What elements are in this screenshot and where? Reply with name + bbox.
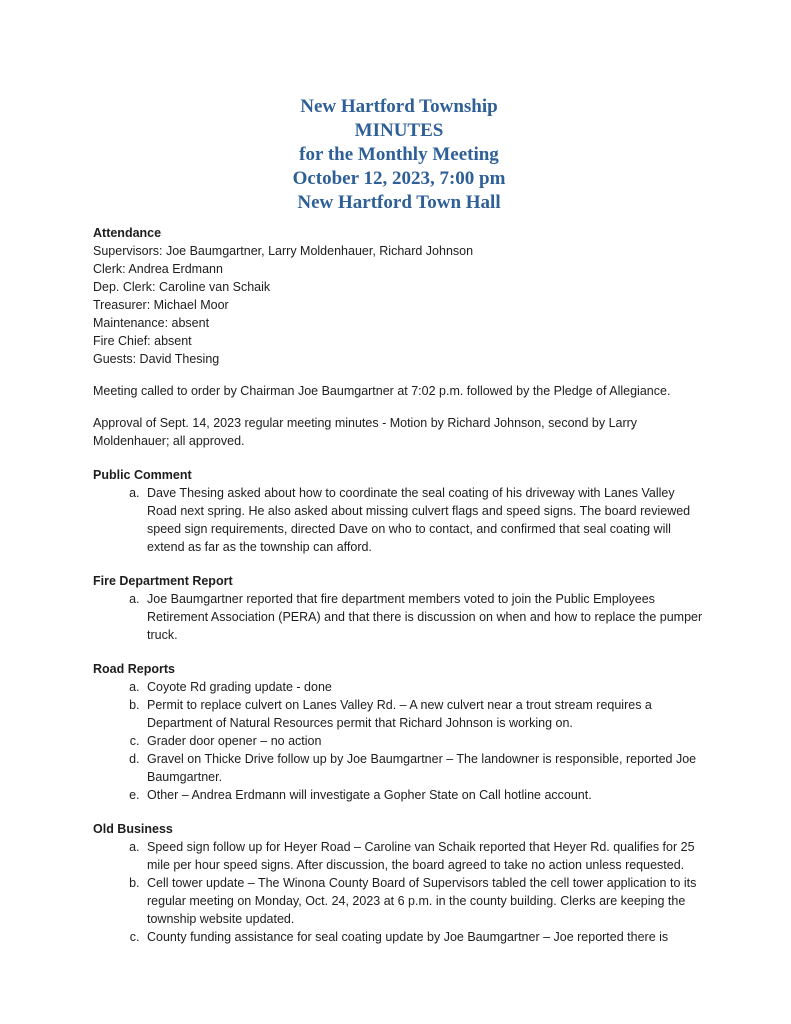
section-list — [93, 484, 705, 556]
list-item: a. Speed sign follow up for Heyer Road – Caroline van Schaik reported that Heyer Rd. qualifies for 25 mile per hour speed signs. After discussion, the board agreed to take no action unless requested. — [143, 838, 705, 874]
list-item: b. Permit to replace culvert on Lanes Valley Rd. – A new culvert near a trout stream requires a Department of Natural Resources permit that Richard Johnson is working on. — [143, 696, 705, 732]
section-road-reports — [93, 660, 705, 804]
section-heading: Road Reports — [93, 662, 175, 676]
attendance-line-supervisors: Supervisors: Joe Baumgartner, Larry Moldenhauer, Richard Johnson — [93, 244, 474, 258]
section-old-business — [93, 820, 705, 946]
document-title — [93, 95, 705, 215]
document-content — [93, 95, 705, 946]
section-heading: Old Business — [93, 822, 173, 836]
paragraph-minutes-approval: Approval of Sept. 14, 2023 regular meeting minutes - Motion by Richard Johnson, second by Larry Moldenhauer; all approved. — [93, 416, 638, 448]
attendance-heading: Attendance — [93, 226, 162, 240]
section-public-comment — [93, 466, 705, 556]
list-item: c. Grader door opener – no action — [143, 732, 705, 750]
list-item: a. Coyote Rd grading update - done — [143, 678, 705, 696]
section-heading: Public Comment — [93, 468, 192, 482]
attendance-line-fire-chief: Fire Chief: absent — [93, 334, 192, 348]
list-item: d. Gravel on Thicke Drive follow up by Joe Baumgartner – The landowner is responsible, reported Joe Baumgartner. — [143, 750, 705, 786]
list-item: c. County funding assistance for seal coating update by Joe Baumgartner – Joe reported there is — [143, 928, 705, 946]
list-item: b. Cell tower update – The Winona County Board of Supervisors tabled the cell tower application to its regular meeting on Monday, Oct. 24, 2023 at 6 p.m. in the county building. Clerks are keeping the township website updated. — [143, 874, 705, 928]
attendance-line-treasurer: Treasurer: Michael Moor — [93, 298, 229, 312]
title-line-meeting: for the Monthly Meeting — [299, 144, 499, 165]
attendance-line-guests: Guests: David Thesing — [93, 352, 220, 366]
attendance-line-dep-clerk: Dep. Clerk: Caroline van Schaik — [93, 280, 271, 294]
paragraph-call-to-order: Meeting called to order by Chairman Joe Baumgartner at 7:02 p.m. followed by the Pledge of Allegiance. — [93, 384, 671, 398]
title-line-date: October 12, 2023, 7:00 pm — [292, 168, 506, 189]
section-list — [93, 590, 705, 644]
attendance-line-clerk: Clerk: Andrea Erdmann — [93, 262, 223, 276]
list-item: a. Dave Thesing asked about how to coordinate the seal coating of his driveway with Lanes Valley Road next spring. He also asked about missing culvert flags and speed signs. The board reviewed speed sign requirements, directed Dave on who to contact, and confirmed that seal coating will extend as far as the township can afford. — [143, 484, 705, 556]
section-heading: Fire Department Report — [93, 574, 233, 588]
attendance-section — [93, 224, 705, 368]
section-fire-department-report — [93, 572, 705, 644]
section-list — [93, 678, 705, 804]
list-item: a. Joe Baumgartner reported that fire department members voted to join the Public Employees Retirement Association (PERA) and that there is discussion on when and how to replace the pumper truck. — [143, 590, 705, 644]
list-item: e. Other – Andrea Erdmann will investigate a Gopher State on Call hotline account. — [143, 786, 705, 804]
title-line-minutes: MINUTES — [354, 120, 444, 141]
section-list — [93, 838, 705, 946]
title-line-org: New Hartford Township — [300, 96, 498, 117]
title-line-location: New Hartford Town Hall — [297, 192, 501, 213]
attendance-line-maintenance: Maintenance: absent — [93, 316, 210, 330]
